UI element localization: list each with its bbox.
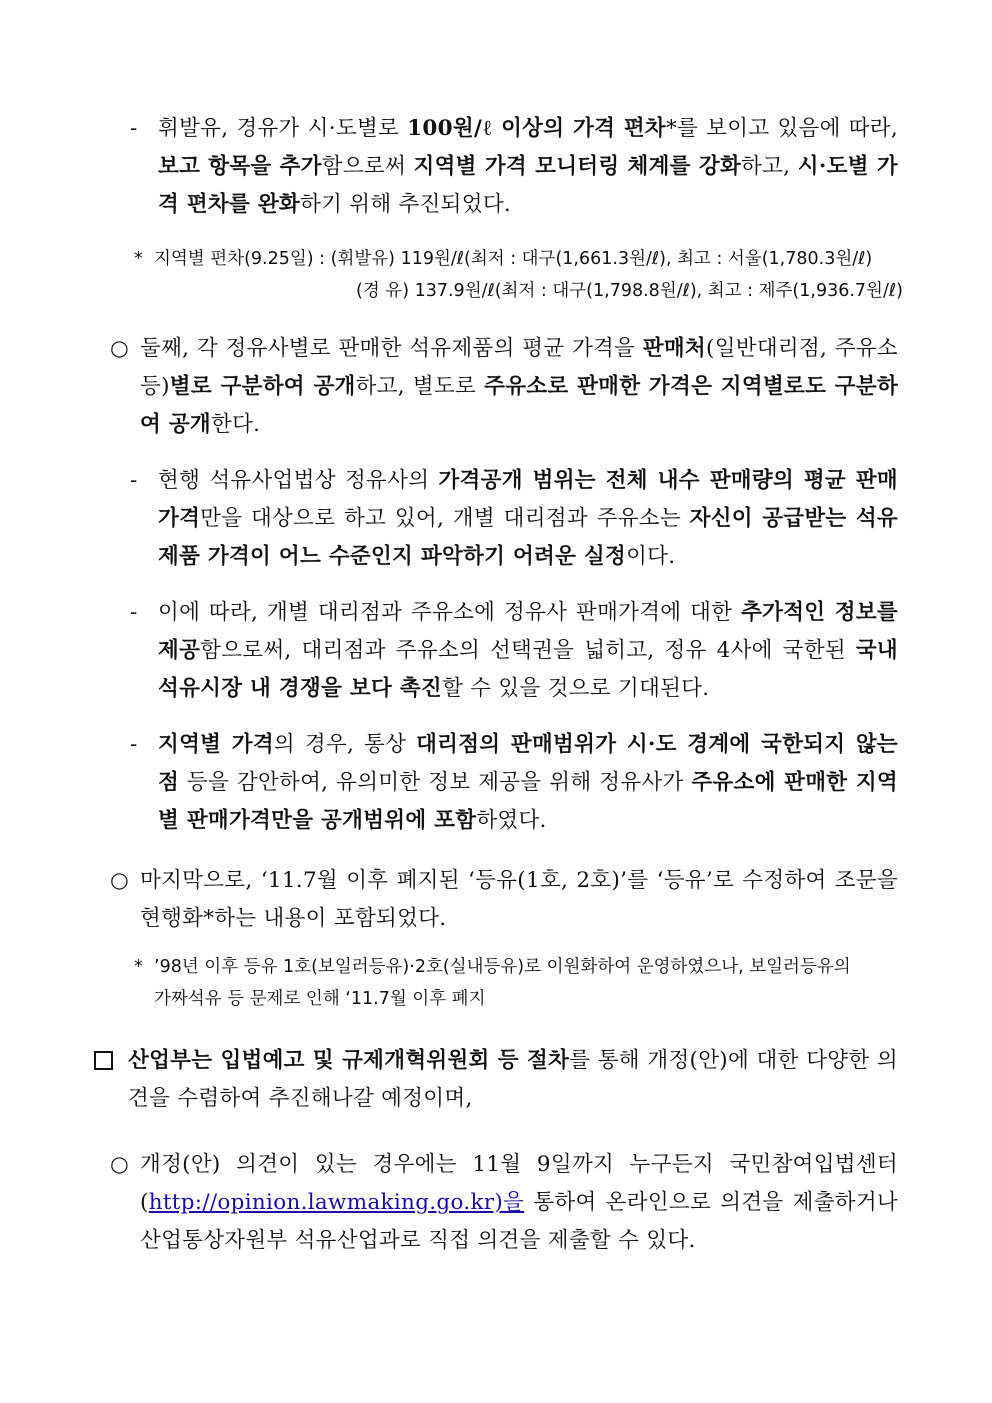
text-run: 이에 따라, 개별 대리점과 주유소에 정유사 판매가격에 대한 <box>158 600 742 625</box>
paragraph-kerosene <box>140 862 898 938</box>
dash-marker: - <box>130 468 138 493</box>
text-run: 를 통해 개정(안)에 대한 다양한 의견을 수렴하여 추진해나갈 예정이며, <box>128 1048 898 1111</box>
text-run: 등을 감안하여, 유의미한 정보 제공을 위해 정유사가 <box>179 770 692 795</box>
paragraph-current-law <box>158 462 898 576</box>
dash-marker: - <box>130 116 138 141</box>
text-run: 통하여 온라인으로 의견을 제출하거나 산업통상자원부 석유산업과로 직접 의견을 제출할 수 있다. <box>140 1190 898 1253</box>
text-run: 한다. <box>211 412 261 437</box>
note-marker: * <box>134 957 143 977</box>
paragraph-legislative-notice <box>128 1042 898 1118</box>
text-run: 개정(안) 의견이 있는 경우에는 11월 9일까지 누구든지 국민참여입법센터( <box>140 1152 898 1215</box>
paragraph-opinion-submission <box>140 1146 898 1260</box>
bold-text-run: 산업부는 입법예고 및 규제개혁위원회 등 절차 <box>128 1048 570 1073</box>
bold-text-run: 추가적인 정보를 제공 <box>158 600 898 663</box>
text-run: (일반대리점, 주유소 등) <box>140 336 898 399</box>
bold-text-run: 보고 항목을 추가 <box>158 154 322 179</box>
dash-marker: - <box>130 732 138 757</box>
bold-text-run: 주유소에 판매한 지역별 판매가격만을 공개범위에 포함 <box>158 770 898 833</box>
text-run: 하고, 별도로 <box>355 374 485 399</box>
paragraph-regional-price <box>158 726 898 840</box>
square-marker <box>94 1051 113 1070</box>
bold-text-run: 지역별 가격 <box>158 732 274 757</box>
circle-marker: ○ <box>110 1152 129 1177</box>
dash-marker: - <box>130 600 138 625</box>
note-kerosene-line-1: ’98년 이후 등유 1호(보일러등유)·2호(실내등유)로 이원화하여 운영하였으나, 보일러등유의 <box>154 957 851 977</box>
bold-text-run: 판매처 <box>642 336 707 361</box>
note-regional-gap-line-1: 지역별 편차(9.25일) : (휘발유) 119원/ℓ(최저 : 대구(1,661.3원/ℓ), 최고 : 서울(1,780.3원/ℓ) <box>154 249 873 269</box>
text-run: 할 수 있을 것으로 기대된다. <box>441 676 710 701</box>
text-run: 하고, <box>741 154 798 179</box>
paragraph-additional-info <box>158 594 898 708</box>
text-run: 마지막으로, ‘11.7월 이후 폐지된 ‘등유(1호, 2호)’를 ‘등유’로 수정하여 조문을 현행화*하는 내용이 포함되었다. <box>140 868 898 931</box>
text-run: 함으로써 <box>321 154 414 179</box>
text-run: *를 보이고 있음에 따라, <box>666 116 898 141</box>
text-run: 함으로써, 대리점과 주유소의 선택권을 넓히고, 정유 4사에 국한된 <box>200 638 856 663</box>
bold-text-run: 대리점의 판매범위가 시·도 경계에 국한되지 않는 점 <box>158 732 899 795</box>
bold-text-run: 100원/ℓ 이상의 가격 편차 <box>407 116 666 141</box>
text-run: 휘발유, 경유가 시·도별로 <box>158 116 408 141</box>
paragraph-price-gap <box>158 110 898 224</box>
text-run: 하였다. <box>476 808 547 833</box>
paragraph-second-disclosure <box>140 330 898 444</box>
bold-text-run: 시·도별 가격 편차를 완화 <box>158 154 898 217</box>
bold-text-run: 주유소로 판매한 가격은 지역별로도 구분하여 공개 <box>140 374 899 437</box>
text-run: 의 경우, 통상 <box>273 732 417 757</box>
text-run: 이다. <box>626 544 676 569</box>
circle-marker: ○ <box>110 336 129 361</box>
circle-marker: ○ <box>110 868 129 893</box>
note-regional-gap-line-2: (경 유) 137.9원/ℓ(최저 : 대구(1,798.8원/ℓ), 최고 : 제주(1,936.7원/ℓ) <box>356 281 903 301</box>
text-run: 하기 위해 추진되었다. <box>300 192 512 217</box>
text-run: 둘째, 각 정유사별로 판매한 석유제품의 평균 가격을 <box>140 336 643 361</box>
bold-text-run: 자신이 공급받는 석유제품 가격이 어느 수준인지 파악하기 어려운 실정 <box>158 506 898 569</box>
text-run: 만을 대상으로 하고 있어, 개별 대리점과 주유소는 <box>200 506 690 531</box>
bold-text-run: 별로 구분하여 공개 <box>169 374 356 399</box>
lawmaking-link[interactable]: http://opinion.lawmaking.go.kr)을 <box>148 1190 525 1215</box>
bold-text-run: 가격공개 범위는 전체 내수 판매량의 평균 판매가격 <box>158 468 898 531</box>
note-marker: * <box>134 249 143 269</box>
note-kerosene-line-2: 가짜석유 등 문제로 인해 ‘11.7월 이후 폐지 <box>154 989 486 1009</box>
bold-text-run: 국내 석유시장 내 경쟁을 보다 촉진 <box>158 638 898 701</box>
bold-text-run: 지역별 가격 모니터링 체계를 강화 <box>413 154 742 179</box>
text-run: 현행 석유사업법상 정유사의 <box>158 468 439 493</box>
